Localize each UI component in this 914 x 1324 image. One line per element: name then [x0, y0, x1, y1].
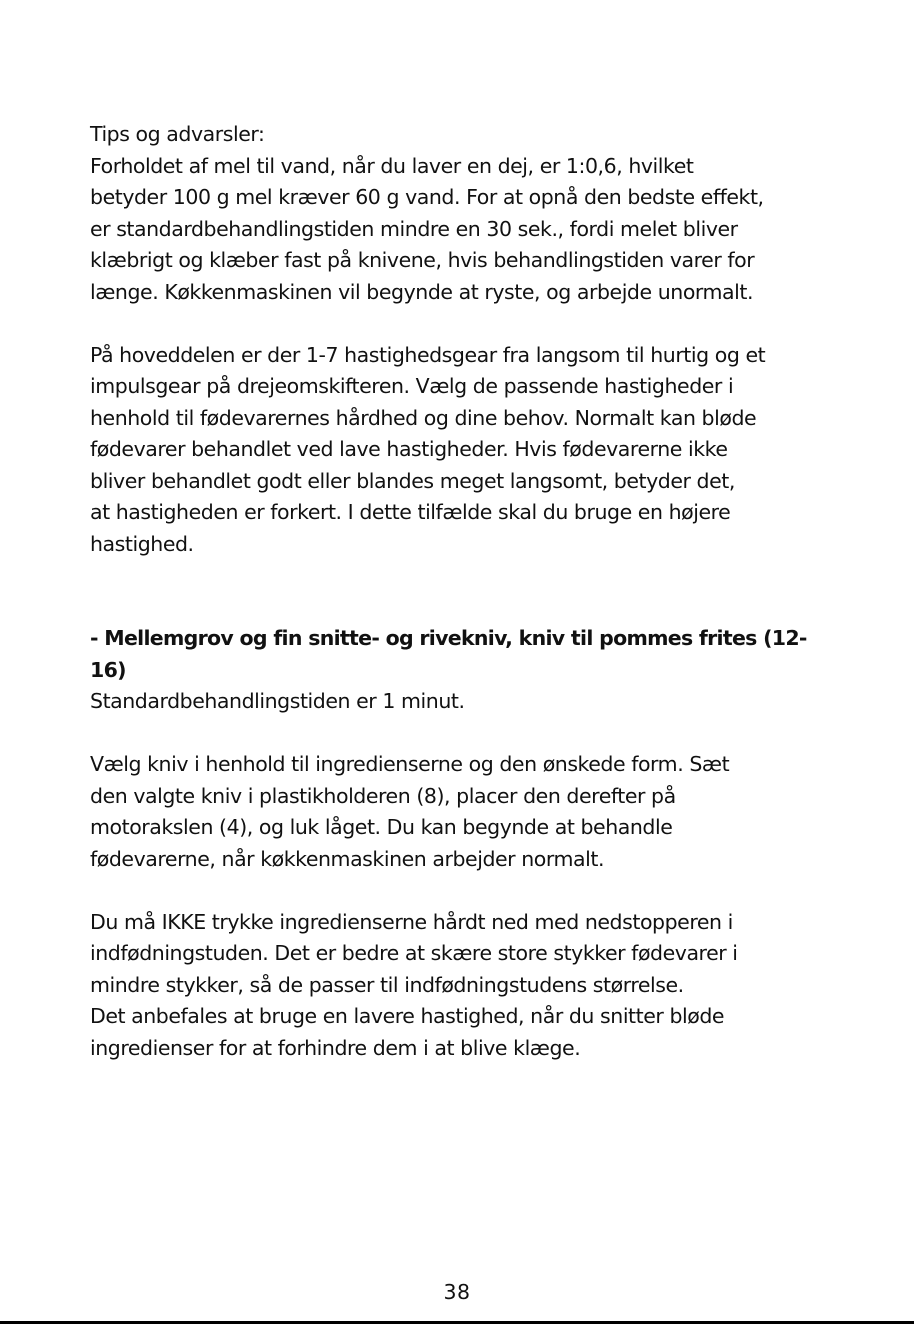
text-line: betyder 100 g mel kræver 60 g vand. For at opnå den bedste effekt, — [90, 185, 764, 209]
text-line: hastighed. — [90, 531, 194, 556]
text-line: motorakslen (4), og luk låget. Du kan begynde at behandle — [90, 815, 673, 839]
text-line: Du må IKKE trykke ingredienserne hårdt ned med nedstopperen i — [90, 909, 733, 934]
text-line: mindre stykker, så de passer til indfødningstudens størrelse. — [90, 972, 684, 997]
page-number: 38 — [443, 1280, 471, 1304]
paragraph-spacer — [90, 875, 850, 907]
text-line: Det anbefales at bruge en lavere hastighed, når du snitter bløde — [90, 1004, 725, 1028]
tips-paragraph-ratio — [90, 151, 850, 309]
knives-paragraph-warning — [90, 907, 850, 1065]
text-line: ingredienser for at forhindre dem i at blive klæge. — [90, 1035, 581, 1060]
text-line: indfødningstuden. Det er bedre at skære store stykker fødevarer i — [90, 941, 738, 965]
tips-heading: Tips og advarsler: — [90, 122, 265, 146]
knives-heading — [90, 623, 850, 686]
text-line: klæbrigt og klæber fast på knivene, hvis behandlingstiden varer for — [90, 248, 755, 272]
text-line: På hoveddelen er der 1-7 hastighedsgear fra langsom til hurtig og et — [90, 342, 766, 367]
text-line: bliver behandlet godt eller blandes meget langsomt, betyder det, — [90, 468, 735, 493]
paragraph-spacer — [90, 592, 850, 624]
text-line: længe. Køkkenmaskinen vil begynde at ryste, og arbejde unormalt. — [90, 279, 754, 304]
text-line: at hastigheden er forkert. I dette tilfælde skal du bruge en højere — [90, 500, 731, 524]
standard-time-text: Standardbehandlingstiden er 1 minut. — [90, 689, 465, 713]
text-line: Forholdet af mel til vand, når du laver en dej, er 1:0,6, hvilket — [90, 153, 694, 178]
knives-paragraph-choose — [90, 749, 850, 875]
text-line: den valgte kniv i plastikholderen (8), placer den derefter på — [90, 783, 676, 808]
tips-paragraph-speeds — [90, 340, 850, 561]
paragraph-spacer — [90, 560, 850, 592]
text-line: er standardbehandlingstiden mindre en 30 sek., fordi melet bliver — [90, 216, 738, 241]
text-line: Vælg kniv i henhold til ingredienserne og den ønskede form. Sæt — [90, 752, 730, 776]
page-body — [90, 119, 850, 1064]
paragraph-spacer — [90, 308, 850, 340]
text-line: impulsgear på drejeomskifteren. Vælg de passende hastigheder i — [90, 374, 734, 398]
text-line: fødevarerne, når køkkenmaskinen arbejder normalt. — [90, 846, 605, 871]
text-line: fødevarer behandlet ved lave hastigheder. Hvis fødevarerne ikke — [90, 437, 728, 461]
paragraph-spacer — [90, 718, 850, 750]
heading-line: - Mellemgrov og fin snitte- og rivekniv, kniv til pommes frites (12- — [90, 626, 807, 650]
text-line: henhold til fødevarernes hårdhed og dine behov. Normalt kan bløde — [90, 405, 757, 430]
heading-line: 16) — [90, 657, 126, 682]
